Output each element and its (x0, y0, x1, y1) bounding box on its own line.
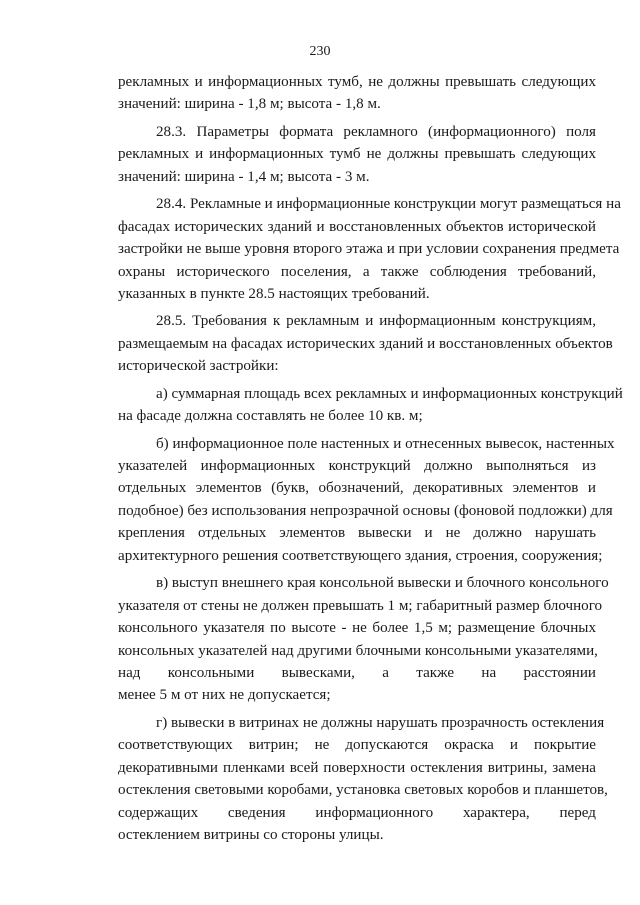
text-line: над консольными вывесками, а также на расстоянии (118, 664, 596, 681)
text-line: соответствующих витрин; не допускаются окраска и покрытие (118, 737, 596, 754)
text-line: указанных в пункте 28.5 настоящих требований. (118, 285, 430, 302)
paragraph-continuation (118, 71, 596, 116)
text-line: консольных указателей над другими блочными консольными указателями, (118, 642, 598, 659)
list-item-a (118, 383, 623, 428)
text-line: указателя от стены не должен превышать 1 м; габаритный размер блочного (118, 597, 603, 614)
list-item-b (118, 433, 615, 568)
text-line: а) суммарная площадь всех рекламных и информационных конструкций (156, 385, 623, 402)
text-line: охраны исторического поселения, а также соблюдения требований, (118, 263, 596, 280)
page-number: 230 (309, 44, 331, 59)
text-line: крепления отдельных элементов вывески и не должно нарушать (118, 525, 596, 542)
text-line: отдельных элементов (букв, обозначений, декоративных элементов и (118, 480, 596, 497)
text-line: указателей информационных конструкций должно выполняться из (118, 458, 596, 474)
text-line: декоративными пленками всей поверхности остекления витрины, замена (118, 759, 596, 776)
text-line: на фасаде должна составлять не более 10 кв. м; (118, 408, 423, 425)
text-line: 28.4. Рекламные и информационные конструкции могут размещаться на (156, 196, 621, 213)
text-line: в) выступ внешнего края консольной вывески и блочного консольного (156, 575, 609, 592)
text-line: консольного указателя по высоте - не более 1,5 м; размещение блочных (118, 620, 596, 637)
text-line: б) информационное поле настенных и отнесенных вывесок, настенных (156, 435, 615, 452)
text-line: рекламных и информационных тумб, не должны превышать следующих (118, 74, 596, 90)
paragraph-28-5 (118, 310, 613, 377)
text-line: значений: ширина - 1,4 м; высота - 3 м. (118, 168, 370, 185)
text-line: подобное) без использования непрозрачной основы (фоновой подложки) для (118, 502, 613, 519)
text-line: архитектурного решения соответствующего здания, строения, сооружения; (118, 547, 603, 564)
text-line: менее 5 м от них не допускается; (118, 687, 331, 704)
text-line: остеклением витрины со стороны улицы. (118, 827, 384, 843)
text-line: рекламных и информационных тумб не должны превышать следующих (118, 146, 596, 163)
text-line: размещаемым на фасадах исторических зданий и восстановленных объектов (118, 335, 613, 352)
text-line: 28.5. Требования к рекламным и информационным конструкциям, (156, 313, 596, 330)
paragraph-28-4 (118, 193, 621, 305)
text-line: содержащих сведения информационного характера, перед (118, 804, 596, 821)
list-item-g (118, 712, 608, 847)
text-line: остекления световыми коробами, установка световых коробов и планшетов, (118, 782, 608, 799)
text-line: г) вывески в витринах не должны нарушать прозрачность остекления (156, 714, 605, 731)
document-body (118, 71, 623, 846)
list-item-v (118, 572, 609, 707)
text-line: застройки не выше уровня второго этажа и при условии сохранения предмета (118, 241, 620, 258)
text-line: исторической застройки: (118, 358, 279, 375)
text-line: значений: ширина - 1,8 м; высота - 1,8 м. (118, 96, 381, 113)
text-line: фасадах исторических зданий и восстановленных объектов исторической (118, 218, 596, 235)
text-line: 28.3. Параметры формата рекламного (информационного) поля (156, 123, 596, 140)
paragraph-28-3 (118, 121, 596, 188)
